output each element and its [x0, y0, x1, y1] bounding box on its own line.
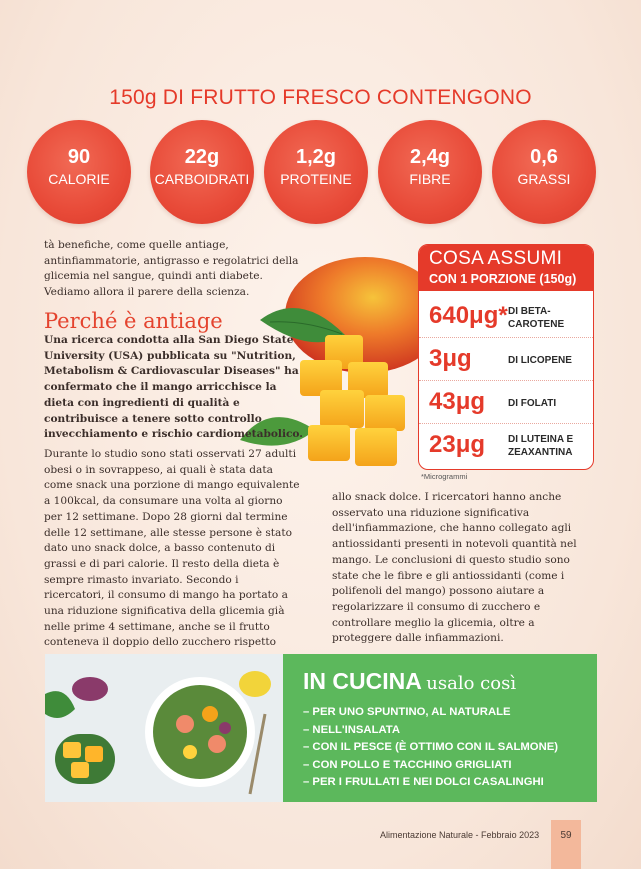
nutrition-label: CALORIE	[48, 171, 110, 187]
nutrient-box-subtitle: CON 1 PORZIONE (150g)	[429, 272, 577, 286]
nutrient-box-header	[419, 245, 593, 291]
nutrition-label: FIBRE	[409, 171, 451, 187]
kitchen-title-sub: usalo così	[426, 673, 517, 694]
nutrition-circles	[0, 120, 641, 230]
nutrient-name: DI LICOPENE	[508, 355, 572, 366]
nutrition-value: 1,2g	[295, 146, 337, 168]
page-number: 59	[560, 830, 572, 841]
nutrition-value: 22g	[184, 146, 220, 168]
nutrition-label: GRASSI	[517, 171, 571, 187]
kitchen-tips	[283, 654, 597, 802]
nutrient-row	[419, 381, 593, 424]
nutrient-row	[419, 338, 593, 381]
nutrient-amount: 640μg*	[429, 302, 508, 329]
kitchen-title	[303, 668, 516, 695]
nutrient-amount: 23μg	[429, 431, 486, 458]
nutrient-name: DI BETA-CAROTENE	[508, 306, 565, 330]
article-intro: tà benefiche, come quelle antiage, antinfiammatorie, antigrasso e regolatrici della glicemia nel sangue, quindi anti diabete. Vediamo allora il parere della scienza.	[44, 239, 299, 299]
section-title: Perché è antiage	[44, 309, 223, 333]
article-lead: Una ricerca condotta alla San Diego State University (USA) pubblicata su "Nutrition, Metabolism & Cardiovascular Diseases" ha confermato che il mango arricchisce la dieta con ingredienti di qualità e contribuisce a tenere sotto controllo invecchiamento e rischio cardiometabolico.	[44, 334, 303, 441]
page-tab	[551, 820, 581, 869]
nutrition-value: 0,6	[530, 146, 558, 168]
nutrient-name: DI LUTEINA E ZEAXANTINA	[508, 434, 574, 458]
article-body-col1: Durante lo studio sono stati osservati 27 adulti obesi o in sovrappeso, ai quali è stata data come snack una porzione di mango equivalente a 100kcal, da consumare una volta al giorno per 12 settimane. Dopo 28 giorni dal termine delle 12 settimane, alle stesse persone è stato dato uno snack dolce, a basso contenuto di grassi e di pari calorie. Il resto della dieta è sempre rimasto invariato. Secondo i ricercatori, il consumo di mango ha portato a una riduzione significativa della glicemia già nelle prime 4 settimane, anche se il frutto conteneva il doppio dello zucchero rispetto	[44, 448, 300, 649]
nutrition-circle-fibre	[378, 120, 482, 224]
nutrition-label: PROTEINE	[280, 171, 352, 187]
nutrient-footnote: *Microgrammi	[421, 472, 468, 481]
nutrition-label: CARBOIDRATI	[154, 171, 250, 187]
nutrient-row	[419, 295, 593, 338]
nutrition-circle-fat	[492, 120, 596, 224]
kitchen-title-main: IN CUCINA	[303, 668, 422, 694]
nutrient-box	[418, 244, 594, 470]
article-body-col2: allo snack dolce. I ricercatori hanno anche osservato una riduzione significativa dell'infiammazione, che hanno collegato agli antiossidanti presenti in notevoli quantità nel mango. Le conclusioni di questo studio sono state che le fibre e gli antiossidanti (come i polifenoli del mango) possono aiutare a regolarizzare il consumo di zucchero e controllare meglio la glicemia, oltre a proteggere dalle infiammazioni.	[332, 491, 577, 645]
salad-image	[45, 654, 283, 802]
kitchen-panel	[45, 654, 597, 802]
kitchen-list	[303, 704, 558, 792]
nutrition-circle-calories	[27, 120, 131, 224]
nutrient-row	[419, 424, 593, 466]
kitchen-item: – NELL'INSALATA	[303, 723, 401, 736]
nutrient-box-title: COSA ASSUMI	[429, 248, 563, 269]
nutrition-circle-protein	[264, 120, 368, 224]
magazine-footer: Alimentazione Naturale - Febbraio 2023	[380, 830, 540, 840]
kitchen-item: – CON POLLO E TACCHINO GRIGLIATI	[303, 758, 512, 771]
nutrient-amount: 43μg	[429, 388, 486, 415]
nutrition-circle-carbs	[150, 120, 254, 224]
kitchen-item: – CON IL PESCE (È OTTIMO CON IL SALMONE)	[303, 741, 559, 753]
nutrition-value: 2,4g	[409, 146, 451, 168]
kitchen-item: – PER I FRULLATI E NEI DOLCI CASALINGHI	[303, 776, 544, 788]
nutrient-name: DI FOLATI	[508, 398, 557, 409]
nutrition-title: 150g DI FRUTTO FRESCO CONTENGONO	[109, 86, 532, 109]
nutrition-value: 90	[67, 146, 91, 168]
nutrient-amount: 3μg	[429, 345, 472, 372]
kitchen-item: – PER UNO SPUNTINO, AL NATURALE	[303, 706, 511, 718]
